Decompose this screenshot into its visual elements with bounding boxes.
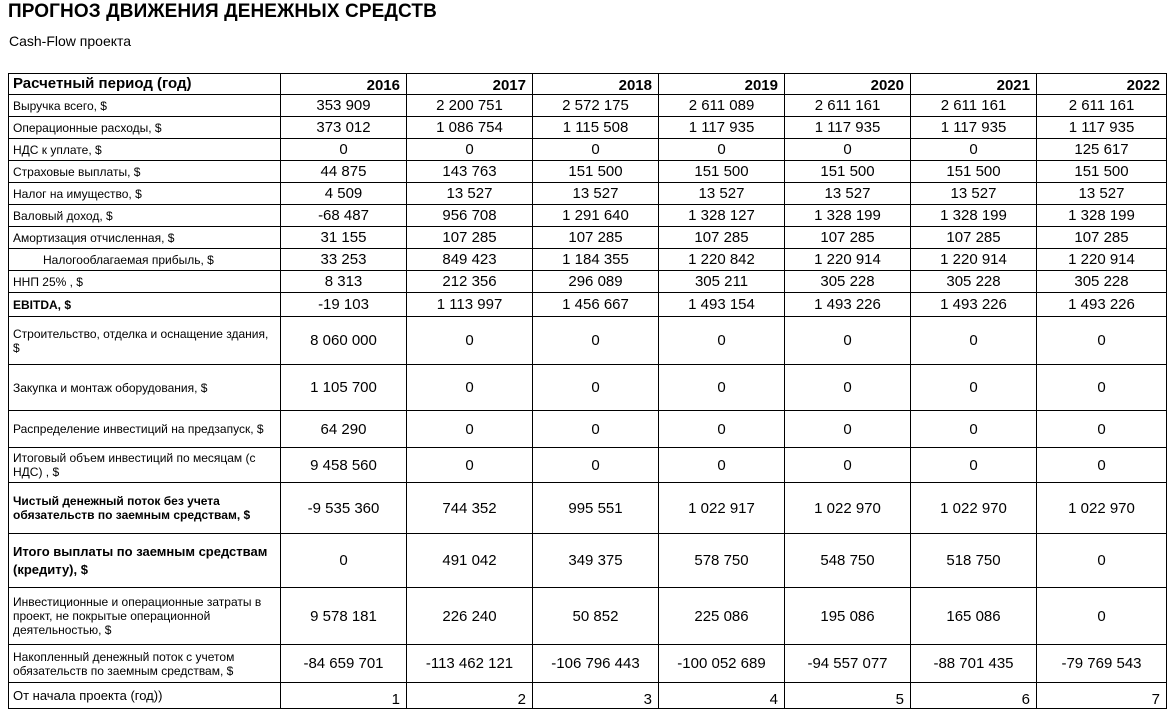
- row-value: 0: [785, 317, 911, 365]
- table-row: [9, 227, 1167, 249]
- row-value: 1 328 127: [659, 205, 785, 227]
- row-value: 373 012: [281, 117, 407, 139]
- row-value: 956 708: [407, 205, 533, 227]
- row-value: 0: [659, 411, 785, 448]
- row-value: 5: [785, 683, 911, 709]
- table-row: [9, 95, 1167, 117]
- row-value: 518 750: [911, 534, 1037, 588]
- row-label: Налог на имущество, $: [9, 183, 281, 205]
- row-value: 107 285: [1037, 227, 1167, 249]
- row-value: 1 493 226: [785, 293, 911, 317]
- header-year: 2021: [911, 74, 1037, 95]
- row-value: 212 356: [407, 271, 533, 293]
- row-value: 0: [281, 534, 407, 588]
- page-subtitle: Cash-Flow проекта: [9, 33, 132, 49]
- row-value: 0: [1037, 365, 1167, 411]
- row-value: 151 500: [911, 161, 1037, 183]
- row-value: 0: [659, 365, 785, 411]
- table-row: [9, 249, 1167, 271]
- table-row: [9, 365, 1167, 411]
- row-value: 1 493 226: [1037, 293, 1167, 317]
- row-value: 0: [785, 139, 911, 161]
- row-label: Валовый доход, $: [9, 205, 281, 227]
- row-value: 107 285: [659, 227, 785, 249]
- row-value: 151 500: [659, 161, 785, 183]
- row-value: 151 500: [1037, 161, 1167, 183]
- row-label: Выручка всего, $: [9, 95, 281, 117]
- row-value: 1 184 355: [533, 249, 659, 271]
- row-value: 0: [911, 317, 1037, 365]
- row-label: От начала проекта (год)): [9, 683, 281, 709]
- table-row: [9, 534, 1167, 588]
- row-value: 31 155: [281, 227, 407, 249]
- row-label: Распределение инвестиций на предзапуск, $: [9, 411, 281, 448]
- row-label: Чистый денежный поток без учета обязательств по заемным средствам, $: [9, 483, 281, 534]
- row-value: 1 022 917: [659, 483, 785, 534]
- row-value: 0: [1037, 588, 1167, 645]
- row-label: Накопленный денежный поток с учетом обязательств по заемным средствам, $: [9, 645, 281, 683]
- row-value: 0: [1037, 317, 1167, 365]
- row-value: 2 572 175: [533, 95, 659, 117]
- page-title: ПРОГНОЗ ДВИЖЕНИЯ ДЕНЕЖНЫХ СРЕДСТВ: [8, 1, 437, 22]
- row-value: 0: [533, 317, 659, 365]
- header-year: 2019: [659, 74, 785, 95]
- row-value: 0: [281, 139, 407, 161]
- row-label: ННП 25% , $: [9, 271, 281, 293]
- row-value: -94 557 077: [785, 645, 911, 683]
- row-value: 1: [281, 683, 407, 709]
- row-value: 4 509: [281, 183, 407, 205]
- row-label: Операционные расходы, $: [9, 117, 281, 139]
- row-value: 0: [533, 448, 659, 483]
- row-value: 0: [407, 139, 533, 161]
- header-year: 2018: [533, 74, 659, 95]
- row-value: -68 487: [281, 205, 407, 227]
- row-value: 3: [533, 683, 659, 709]
- row-value: 1 022 970: [1037, 483, 1167, 534]
- row-value: 0: [659, 448, 785, 483]
- row-value: 8 060 000: [281, 317, 407, 365]
- row-value: 1 117 935: [785, 117, 911, 139]
- row-value: 9 578 181: [281, 588, 407, 645]
- row-value: 1 328 199: [1037, 205, 1167, 227]
- row-value: 143 763: [407, 161, 533, 183]
- row-label: Страховые выплаты, $: [9, 161, 281, 183]
- row-value: 305 211: [659, 271, 785, 293]
- row-value: 151 500: [533, 161, 659, 183]
- table-row: [9, 183, 1167, 205]
- row-value: 0: [533, 411, 659, 448]
- row-value: 6: [911, 683, 1037, 709]
- row-value: 305 228: [1037, 271, 1167, 293]
- table-row: [9, 411, 1167, 448]
- row-value: 578 750: [659, 534, 785, 588]
- row-value: 849 423: [407, 249, 533, 271]
- row-label: НДС к уплате, $: [9, 139, 281, 161]
- row-value: 50 852: [533, 588, 659, 645]
- row-value: 305 228: [785, 271, 911, 293]
- header-year: 2020: [785, 74, 911, 95]
- row-value: 7: [1037, 683, 1167, 709]
- row-value: 151 500: [785, 161, 911, 183]
- row-value: 64 290: [281, 411, 407, 448]
- row-value: 13 527: [1037, 183, 1167, 205]
- row-label: Инвестиционные и операционные затраты в проект, не покрытые операционной деятельностью, $: [9, 588, 281, 645]
- row-value: 107 285: [533, 227, 659, 249]
- row-value: 0: [911, 411, 1037, 448]
- row-value: 1 105 700: [281, 365, 407, 411]
- row-value: 1 220 914: [1037, 249, 1167, 271]
- row-value: 2 611 161: [1037, 95, 1167, 117]
- row-value: 1 113 997: [407, 293, 533, 317]
- table-row: [9, 205, 1167, 227]
- row-value: 491 042: [407, 534, 533, 588]
- header-year: 2017: [407, 74, 533, 95]
- row-value: 13 527: [659, 183, 785, 205]
- row-value: 0: [785, 411, 911, 448]
- row-value: 8 313: [281, 271, 407, 293]
- row-value: -113 462 121: [407, 645, 533, 683]
- row-value: 1 117 935: [911, 117, 1037, 139]
- row-value: 0: [407, 317, 533, 365]
- row-label: Амортизация отчисленная, $: [9, 227, 281, 249]
- row-value: 0: [1037, 411, 1167, 448]
- row-value: 0: [407, 448, 533, 483]
- row-value: 1 493 154: [659, 293, 785, 317]
- header-row: [9, 74, 1167, 95]
- row-value: 195 086: [785, 588, 911, 645]
- row-value: 2 200 751: [407, 95, 533, 117]
- row-value: 0: [1037, 534, 1167, 588]
- row-value: 1 220 914: [785, 249, 911, 271]
- row-value: 0: [407, 411, 533, 448]
- row-label: Строительство, отделка и оснащение здания, $: [9, 317, 281, 365]
- row-value: 225 086: [659, 588, 785, 645]
- row-value: 1 291 640: [533, 205, 659, 227]
- row-value: 0: [407, 365, 533, 411]
- row-value: 0: [659, 139, 785, 161]
- row-value: 0: [659, 317, 785, 365]
- table-row: [9, 483, 1167, 534]
- row-value: 1 220 842: [659, 249, 785, 271]
- row-value: 995 551: [533, 483, 659, 534]
- row-value: -79 769 543: [1037, 645, 1167, 683]
- header-label: Расчетный период (год): [9, 74, 281, 95]
- row-value: 0: [785, 448, 911, 483]
- row-label: Закупка и монтаж оборудования, $: [9, 365, 281, 411]
- row-value: 0: [911, 139, 1037, 161]
- table-row: [9, 161, 1167, 183]
- row-value: 107 285: [785, 227, 911, 249]
- row-value: 0: [1037, 448, 1167, 483]
- row-value: 1 493 226: [911, 293, 1037, 317]
- table-row: [9, 448, 1167, 483]
- row-label: Налогооблагаемая прибыль, $: [9, 249, 281, 271]
- row-value: 353 909: [281, 95, 407, 117]
- row-value: 1 328 199: [785, 205, 911, 227]
- row-value: 2: [407, 683, 533, 709]
- row-value: 9 458 560: [281, 448, 407, 483]
- table-row: [9, 645, 1167, 683]
- row-value: -19 103: [281, 293, 407, 317]
- row-value: 107 285: [407, 227, 533, 249]
- table-row: [9, 139, 1167, 161]
- row-value: 1 117 935: [659, 117, 785, 139]
- header-year: 2022: [1037, 74, 1167, 95]
- row-value: 2 611 161: [785, 95, 911, 117]
- row-value: 125 617: [1037, 139, 1167, 161]
- row-value: 1 220 914: [911, 249, 1037, 271]
- row-value: -84 659 701: [281, 645, 407, 683]
- row-value: 305 228: [911, 271, 1037, 293]
- row-value: 226 240: [407, 588, 533, 645]
- row-value: 1 456 667: [533, 293, 659, 317]
- row-value: 2 611 089: [659, 95, 785, 117]
- row-value: 1 328 199: [911, 205, 1037, 227]
- row-value: 44 875: [281, 161, 407, 183]
- row-value: 1 022 970: [785, 483, 911, 534]
- row-value: 4: [659, 683, 785, 709]
- row-value: 13 527: [533, 183, 659, 205]
- cash-flow-table: [8, 73, 1167, 709]
- row-label: EBITDA, $: [9, 293, 281, 317]
- row-value: 2 611 161: [911, 95, 1037, 117]
- row-value: 0: [533, 139, 659, 161]
- cash-flow-table-body: [9, 74, 1167, 709]
- row-value: 1 086 754: [407, 117, 533, 139]
- row-value: 548 750: [785, 534, 911, 588]
- row-value: 33 253: [281, 249, 407, 271]
- row-value: 0: [785, 365, 911, 411]
- row-value: 13 527: [785, 183, 911, 205]
- row-value: 1 115 508: [533, 117, 659, 139]
- table-row: [9, 317, 1167, 365]
- row-value: 744 352: [407, 483, 533, 534]
- row-value: 0: [911, 448, 1037, 483]
- row-value: -100 052 689: [659, 645, 785, 683]
- row-value: 0: [911, 365, 1037, 411]
- table-row: [9, 293, 1167, 317]
- row-label: Итоговый объем инвестиций по месяцам (с НДС) , $: [9, 448, 281, 483]
- row-value: -9 535 360: [281, 483, 407, 534]
- header-year: 2016: [281, 74, 407, 95]
- row-value: 296 089: [533, 271, 659, 293]
- table-row: [9, 588, 1167, 645]
- row-value: 107 285: [911, 227, 1037, 249]
- row-value: 13 527: [911, 183, 1037, 205]
- row-value: -88 701 435: [911, 645, 1037, 683]
- row-value: 1 022 970: [911, 483, 1037, 534]
- row-value: 0: [533, 365, 659, 411]
- table-row: [9, 117, 1167, 139]
- row-value: 1 117 935: [1037, 117, 1167, 139]
- table-row: [9, 271, 1167, 293]
- row-value: 13 527: [407, 183, 533, 205]
- row-value: -106 796 443: [533, 645, 659, 683]
- row-value: 349 375: [533, 534, 659, 588]
- row-value: 165 086: [911, 588, 1037, 645]
- table-row: [9, 683, 1167, 709]
- row-label: Итого выплаты по заемным средствам (кредиту), $: [9, 534, 281, 588]
